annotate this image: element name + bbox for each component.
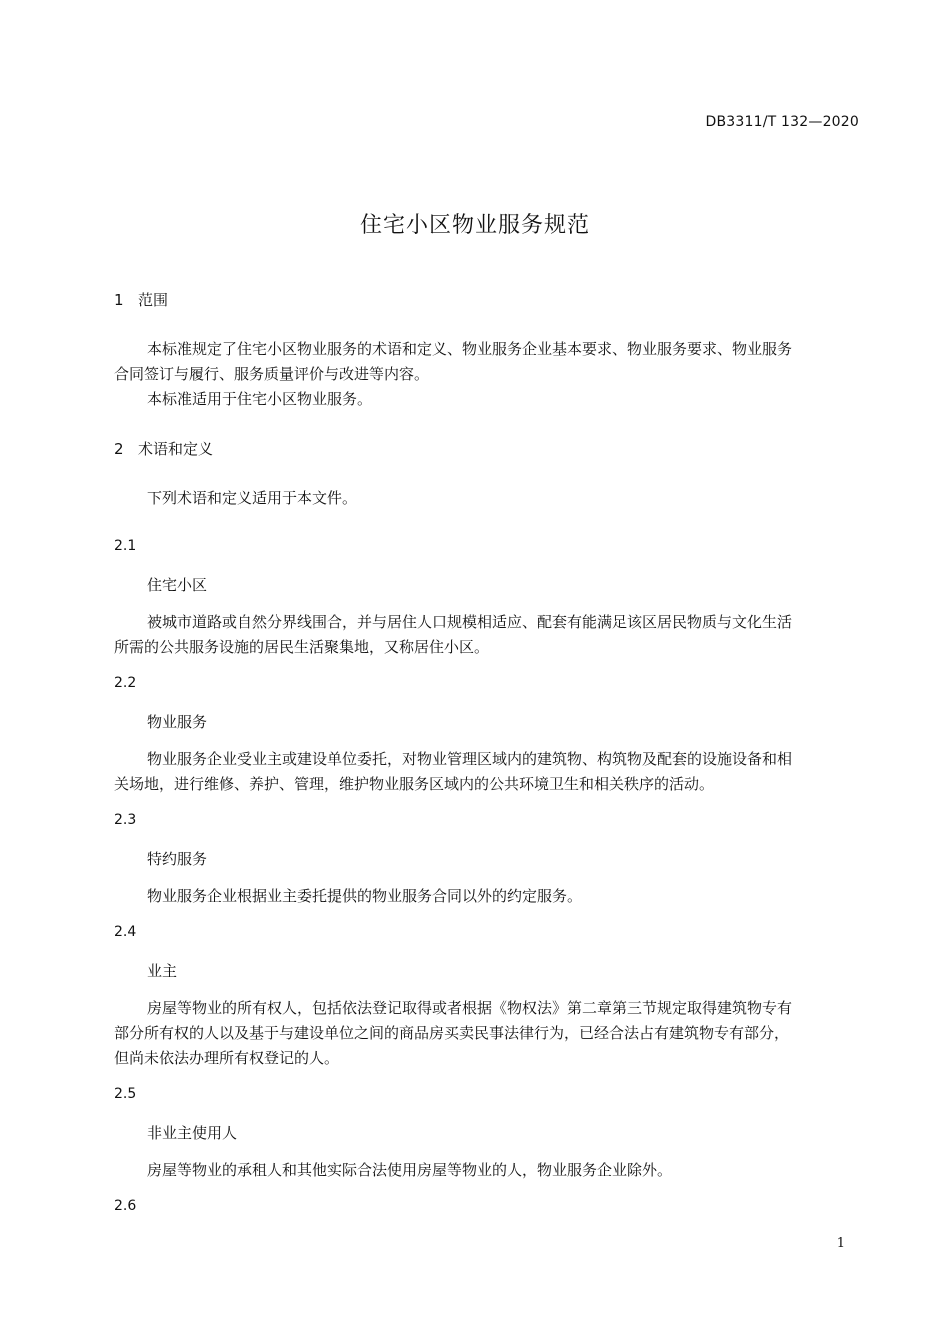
document-code: DB3311/T 132—2020 bbox=[705, 114, 859, 130]
term-definition-line: 被城市道路或自然分界线围合，并与居住人口规模相适应、配套有能满足该区居民物质与文化生活 bbox=[147, 613, 793, 631]
section-heading-scope bbox=[114, 289, 168, 310]
clause-number: 2.6 bbox=[114, 1198, 137, 1214]
clause-number: 2.2 bbox=[114, 675, 137, 691]
term-name: 物业服务 bbox=[147, 713, 208, 731]
document-title: 住宅小区物业服务规范 bbox=[359, 213, 590, 238]
scope-paragraph-line-1: 本标准规定了住宅小区物业服务的术语和定义、物业服务企业基本要求、物业服务要求、物业服务 bbox=[147, 340, 793, 358]
section-number: 2 bbox=[114, 440, 124, 458]
term-definition-line: 所需的公共服务设施的居民生活聚集地，又称居住小区。 bbox=[114, 638, 490, 656]
section-number: 1 bbox=[114, 291, 124, 309]
term-definition-line: 物业服务企业受业主或建设单位委托，对物业管理区域内的建筑物、构筑物及配套的设施设备和相 bbox=[147, 750, 793, 768]
section-title: 术语和定义 bbox=[138, 440, 214, 458]
clause-number: 2.5 bbox=[114, 1086, 137, 1102]
terms-intro: 下列术语和定义适用于本文件。 bbox=[147, 489, 358, 507]
term-definition-line: 关场地，进行维修、养护、管理，维护物业服务区域内的公共环境卫生和相关秩序的活动。 bbox=[114, 775, 715, 793]
section-heading-terms bbox=[114, 438, 213, 459]
clause-number: 2.3 bbox=[114, 812, 137, 828]
term-name: 业主 bbox=[147, 962, 178, 980]
clause-number: 2.4 bbox=[114, 924, 137, 940]
term-name: 非业主使用人 bbox=[147, 1124, 238, 1142]
term-definition-line: 房屋等物业的所有权人，包括依法登记取得或者根据《物权法》第二章第三节规定取得建筑物专有 bbox=[147, 999, 793, 1017]
scope-applicability: 本标准适用于住宅小区物业服务。 bbox=[147, 390, 373, 408]
term-definition-line: 房屋等物业的承租人和其他实际合法使用房屋等物业的人，物业服务企业除外。 bbox=[147, 1161, 673, 1179]
term-definition-line: 部分所有权的人以及基于与建设单位之间的商品房买卖民事法律行为，已经合法占有建筑物专有部分， bbox=[114, 1024, 790, 1042]
term-definition-line: 物业服务企业根据业主委托提供的物业服务合同以外的约定服务。 bbox=[147, 887, 583, 905]
section-title: 范围 bbox=[138, 291, 169, 309]
scope-paragraph-line-2: 合同签订与履行、服务质量评价与改进等内容。 bbox=[114, 365, 430, 383]
term-name: 住宅小区 bbox=[147, 576, 208, 594]
term-name: 特约服务 bbox=[147, 850, 208, 868]
clause-number: 2.1 bbox=[114, 538, 137, 554]
term-definition-line: 但尚未依法办理所有权登记的人。 bbox=[114, 1049, 340, 1067]
page-number: 1 bbox=[836, 1236, 845, 1251]
